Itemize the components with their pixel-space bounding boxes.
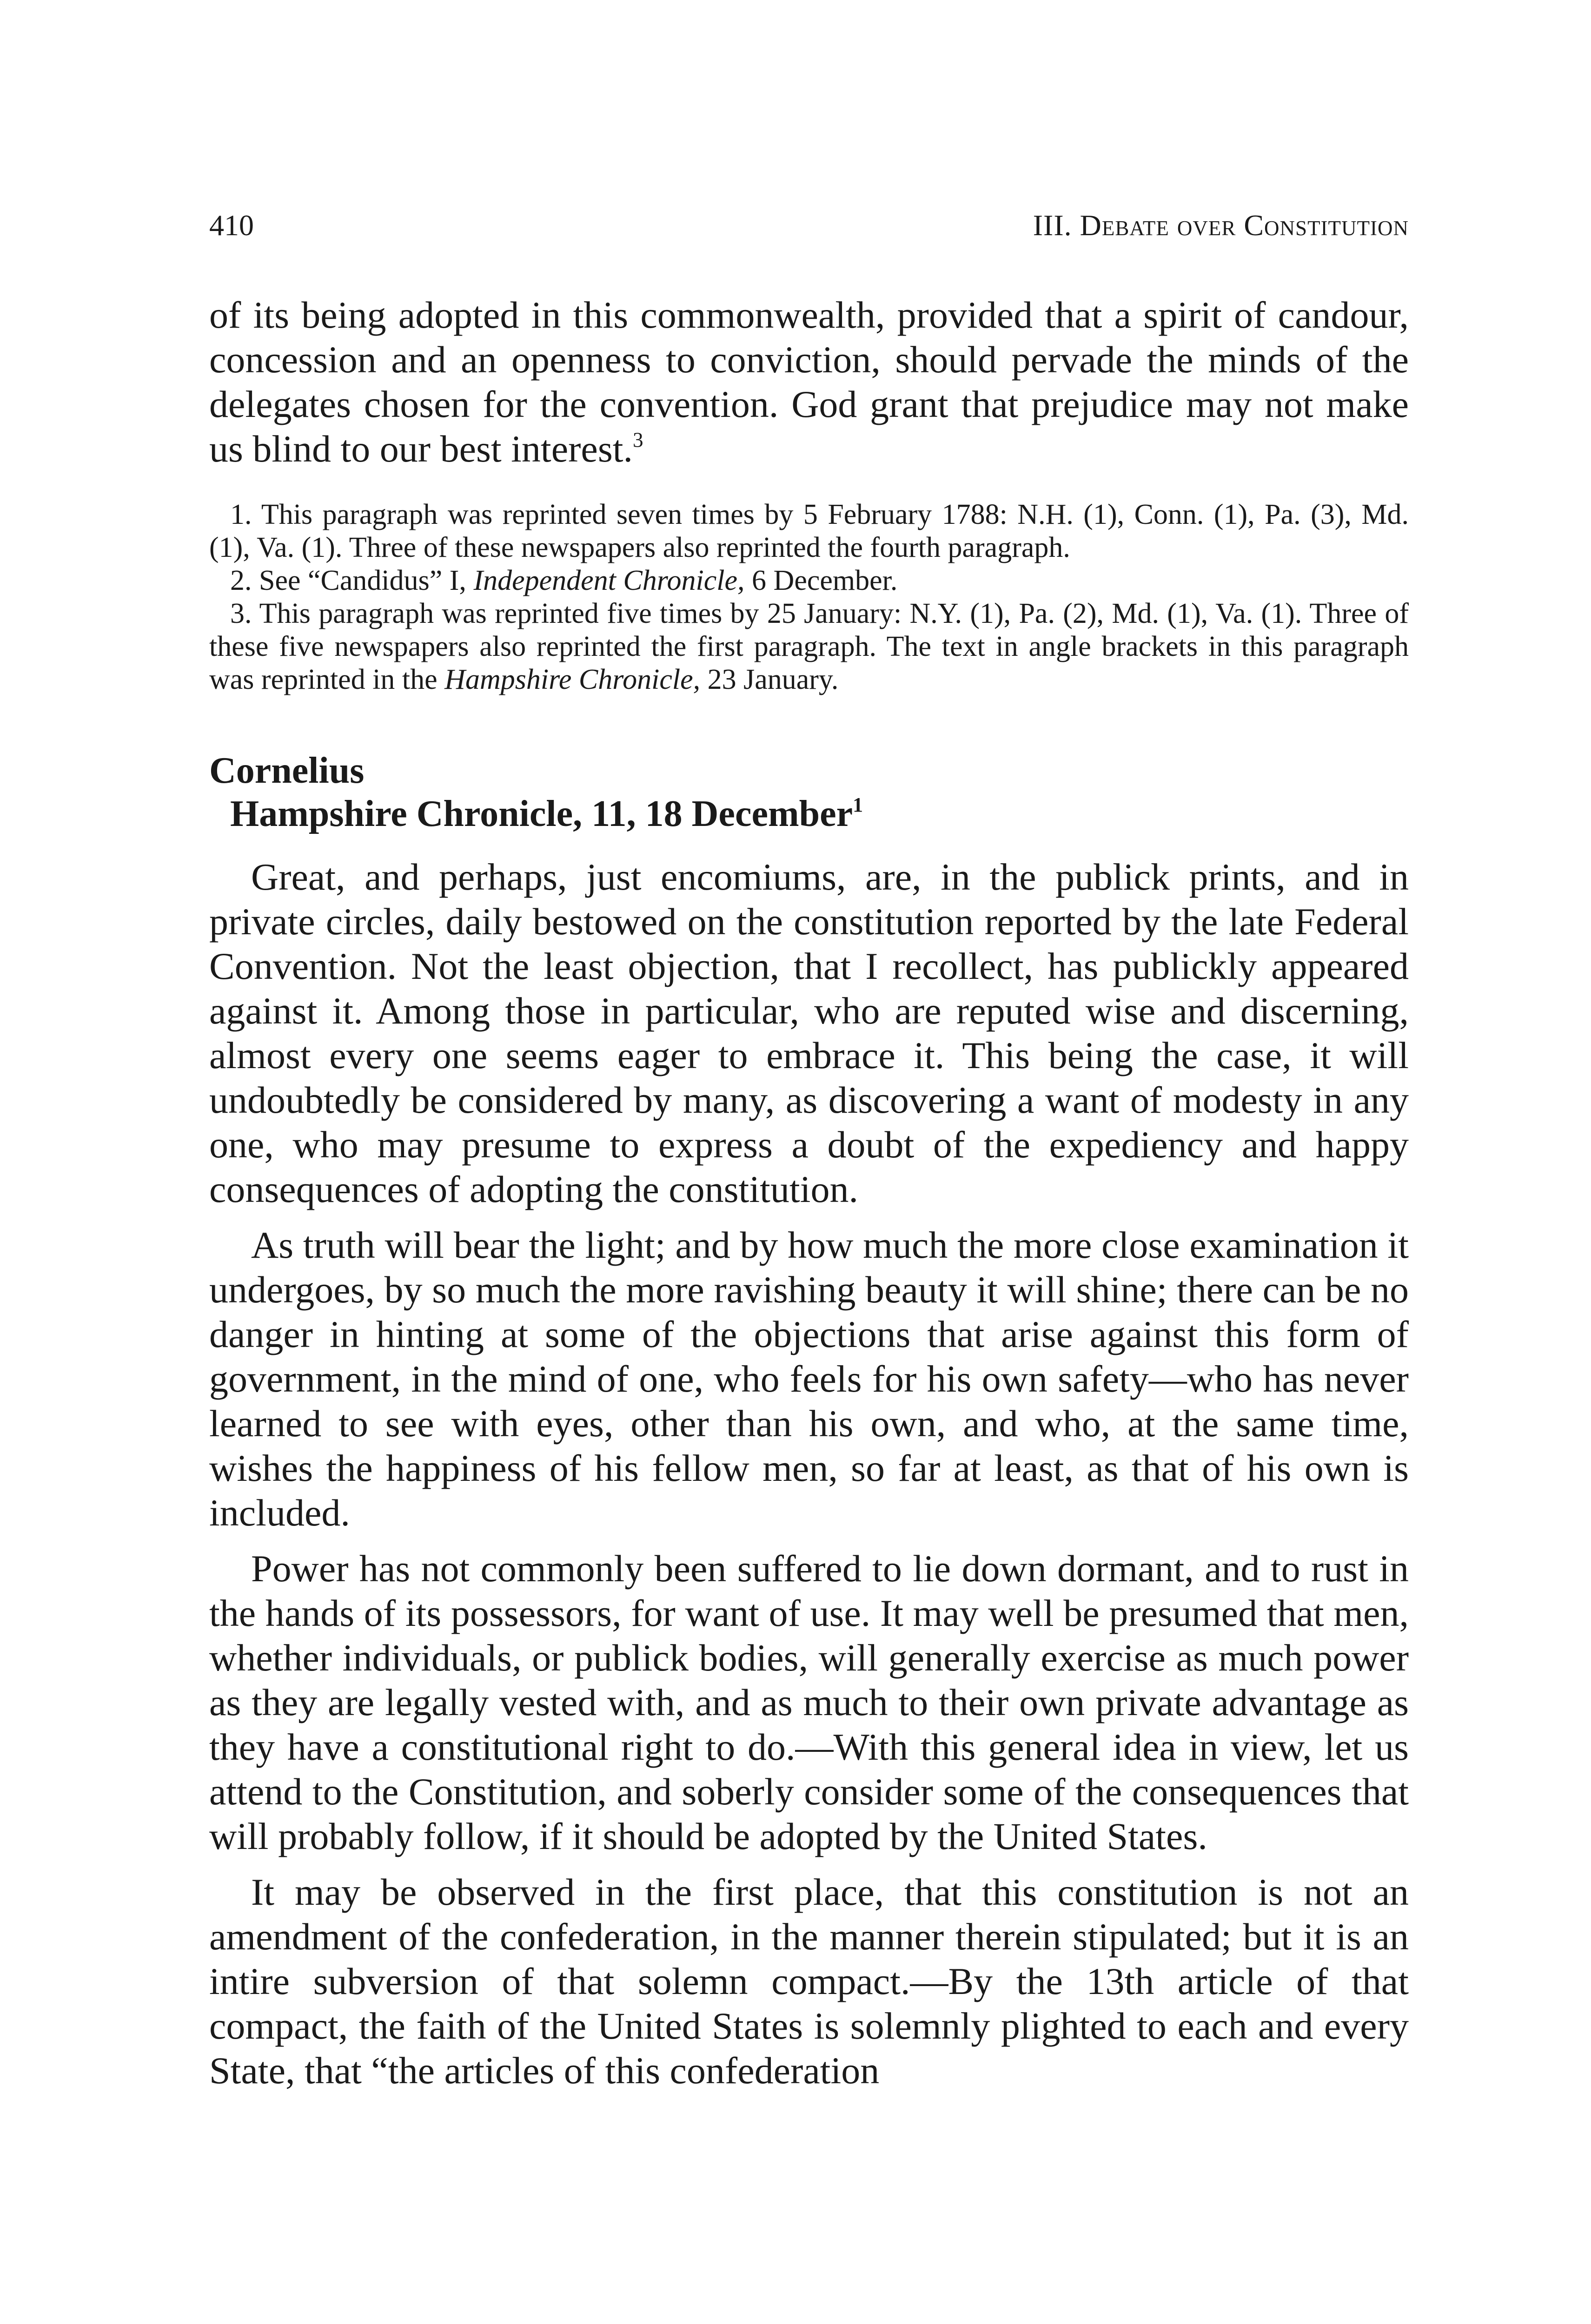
- footnote: [209, 498, 1409, 564]
- body-paragraph: [209, 1223, 1409, 1535]
- text-run: 6 December.: [744, 565, 898, 596]
- text-run: of its being adopted in this commonwealth, provided that a spirit of candour, concession and an openness to conviction, should pervade the minds of the delegates chosen for the convention. God grant that prejudice may not make us blind to our best interest.: [209, 294, 1409, 470]
- footnote: [209, 597, 1409, 696]
- note-reference: 3: [633, 428, 643, 452]
- text-run: Great, and perhaps, just encomiums, are, in the publick prints, and in private circles, daily bestowed on the constitution reported by the late Federal Convention. Not the least objection, that I recollect, has publickly appeared against it. Among those in particular, who are reputed wise and discerning, almost every one seems eager to embrace it. This being the case, it will undoubtedly be considered by many, as discovering a want of modesty in any one, who may presume to express a doubt of the expediency and happy consequences of adopting the constitution.: [209, 856, 1409, 1210]
- footnotes: [209, 498, 1409, 696]
- italic-title: Independent Chronicle,: [473, 565, 745, 596]
- text-run: As truth will bear the light; and by how much the more close examination it undergoes, by so much the more ravishing beauty it will shine; there can be no danger in hinting at some of the objections that arise against this form of government, in the mind of one, who feels for his own safety—who has never learned to see with eyes, other than his own, and who, at the same time, wishes the happiness of his fellow men, so far at least, as that of his own is included.: [209, 1224, 1409, 1534]
- body-paragraph: [209, 1870, 1409, 2093]
- footnote: [209, 564, 1409, 597]
- text-run: 2. See “Candidus” I,: [230, 565, 474, 596]
- italic-title: Hampshire Chronicle,: [444, 664, 701, 695]
- text-run: 23 January.: [700, 664, 839, 695]
- text-run: 1. This paragraph was reprinted seven times by 5 February 1788: N.H. (1), Conn. (1), Pa. (3), Md. (1), Va. (1). Three of these newspapers also reprinted the fourth paragraph.: [209, 499, 1409, 563]
- text-run: Power has not commonly been suffered to lie down dormant, and to rust in the hands of its possessors, for want of use. It may well be presumed that men, whether individuals, or publick bodies, will generally exercise as much power as they are legally vested with, and as much to their own private advantage as they have a constitutional right to do.—With this general idea in view, let us attend to the Constitution, and soberly consider some of the consequences that will probably follow, if it should be adopted by the United States.: [209, 1547, 1409, 1857]
- continued-paragraph: [209, 293, 1409, 471]
- article-body: [209, 855, 1409, 2093]
- body-paragraph: [209, 855, 1409, 1212]
- text-run: It may be observed in the first place, that this constitution is not an amendment of the confederation, in the manner therein stipulated; but it is an intire subversion of that solemn compact.—By the 13th article of that compact, the faith of the United States is solemnly plighted to each and every State, that “the articles of this confederation: [209, 1871, 1409, 2092]
- page-content: [209, 293, 1409, 2093]
- article-source: [209, 792, 1409, 836]
- body-paragraph: [209, 1546, 1409, 1859]
- text-run: Hampshire Chronicle, 11, 18 December: [230, 793, 853, 834]
- note-reference: 1: [853, 793, 863, 817]
- page-number: 410: [209, 209, 254, 242]
- running-head: III. Debate over Constitution: [1033, 209, 1409, 242]
- text-run: 3. This paragraph was reprinted five times by 25 January: N.Y. (1), Pa. (2), Md. (1), Va. (1). Three of these five newspapers also reprinted the first paragraph. The text in angle brackets in this paragraph was reprinted in the: [209, 598, 1409, 695]
- article-title: Cornelius: [209, 750, 365, 791]
